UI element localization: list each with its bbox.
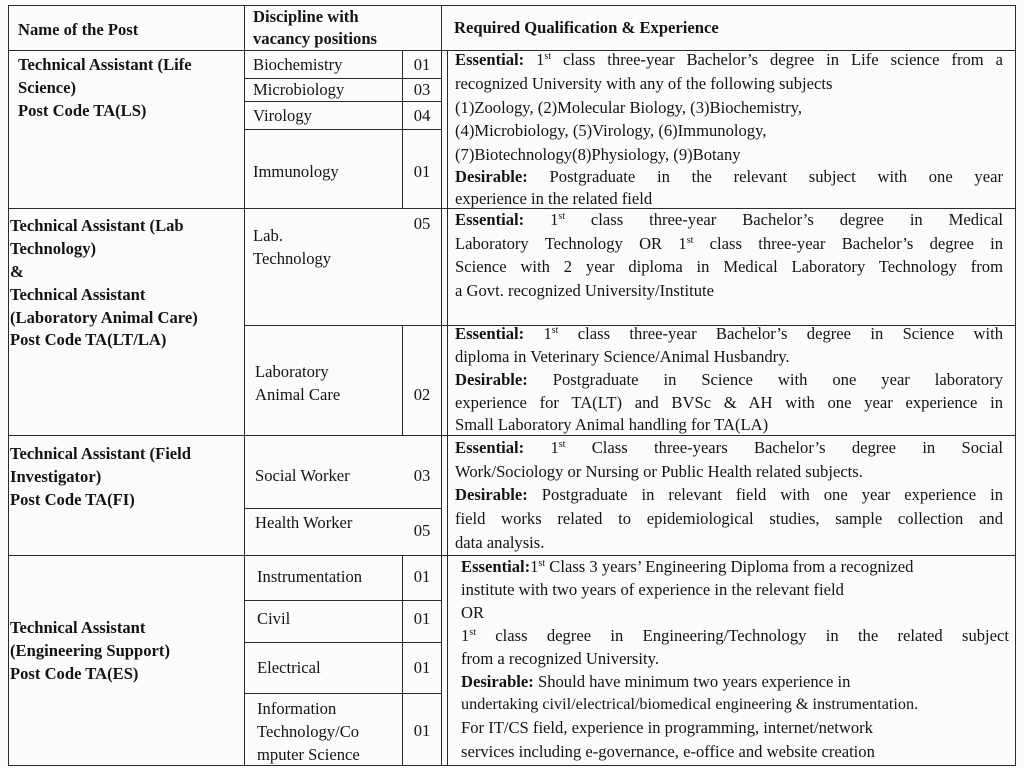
discipline-name: mputer Science	[257, 745, 360, 764]
vacancy-count: 01	[413, 567, 431, 586]
desirable-label: Desirable:	[455, 370, 528, 389]
discipline-name: Biochemistry	[253, 55, 343, 74]
discipline-name: Instrumentation	[257, 567, 363, 586]
discipline-name: Technology	[253, 249, 332, 268]
row-divider	[244, 129, 442, 130]
qualification-text: recognized University with any of the following subjects (1)Zoology, (2)Molecular Biology, (3)Biochemistry, (4)Microbiology, (5)Virology, (6)Immunology, (7)Biotechnology(8)Physiology, (9)Botany	[455, 74, 833, 164]
qualification-text: data analysis.	[455, 533, 545, 552]
col-divider-qualification	[447, 50, 448, 765]
row-divider	[244, 508, 442, 509]
qualification-text: experience for TA(LT) and BVSc & AH with one year experience in	[455, 393, 1003, 412]
post-name: Investigator)	[10, 467, 102, 486]
qualification-text: Work/Sociology or Nursing or Public Health related subjects.	[455, 462, 863, 481]
header-discipline: vacancy positions	[253, 29, 378, 48]
essential-label: Essential:	[455, 438, 525, 457]
qualification-text: Desirable: Postgraduate in Science with one year laboratory	[455, 370, 1003, 389]
qualification-text: undertaking civil/electrical/biomedical engineering & instrumentation.	[461, 695, 919, 713]
post-code: Post Code TA(LS)	[18, 101, 147, 120]
vacancy-count: 03	[413, 80, 431, 99]
discipline-name: Microbiology	[253, 80, 345, 99]
post-name: Technical Assistant	[10, 285, 146, 304]
col-divider-post	[244, 5, 245, 765]
post-code: Post Code TA(LT/LA)	[10, 330, 167, 349]
post-name: &	[10, 262, 24, 281]
post-name: Technical Assistant	[10, 618, 146, 637]
discipline-name: Technology/Co	[257, 722, 360, 741]
post-name: Technical Assistant (Life	[18, 55, 192, 74]
vacancy-count: 03	[413, 466, 431, 485]
vacancy-count: 01	[413, 658, 431, 677]
discipline-name: Health Worker	[255, 513, 353, 532]
discipline-name: Information	[257, 699, 337, 718]
table-border-left	[8, 5, 9, 765]
table-border-right	[1015, 5, 1016, 765]
post-name: (Laboratory Animal Care)	[10, 308, 198, 327]
qualification-text: Desirable: Postgraduate in relevant field with one year experience in	[455, 485, 1003, 504]
table-border-bottom	[8, 765, 1016, 766]
post-code: Post Code TA(FI)	[10, 490, 135, 509]
discipline-name: Virology	[253, 106, 312, 125]
vacancy-count: 01	[413, 162, 431, 181]
qualification-text: Essential: 1st class three-year Bachelor’s degree in Medical	[455, 210, 1003, 229]
desirable-label: Desirable:	[461, 672, 534, 691]
qualification-text: For IT/CS field, experience in programming, internet/network services including e-governance, e-office and website creation	[461, 718, 875, 761]
discipline-name: Civil	[257, 609, 291, 628]
table-border-top	[8, 5, 1016, 6]
qualification-text: Essential: 1st class three-year Bachelor’s degree in Science with	[455, 324, 1003, 343]
vacancy-count: 01	[413, 609, 431, 628]
qualification-text: Small Laboratory Animal handling for TA(LA)	[455, 415, 769, 434]
discipline-name: Immunology	[253, 162, 339, 181]
header-post: Name of the Post	[18, 20, 139, 39]
qualification-text: Science with 2 year diploma in Medical Laboratory Technology from	[455, 257, 1003, 276]
post-name: Technical Assistant (Lab	[10, 216, 184, 235]
vacancy-count: 05	[413, 521, 431, 540]
qualification-text: field works related to epidemiological studies, sample collection and	[455, 509, 1003, 528]
col-divider-qualification	[441, 5, 442, 765]
desirable-label: Desirable:	[455, 485, 528, 504]
qualification-text: 1st class degree in Engineering/Technology in the related subject	[461, 626, 1009, 645]
qualification-text: Essential:1st Class 3 years’ Engineering Diploma from a recognized	[461, 557, 914, 576]
qualification-text: Desirable: Should have minimum two years experience in	[461, 672, 851, 691]
discipline-name: Electrical	[257, 658, 321, 677]
qualification-text: a Govt. recognized University/Institute	[455, 281, 714, 300]
qualification-text: Desirable: Postgraduate in the relevant subject with one year	[455, 167, 1003, 186]
qualification-text: OR	[461, 603, 485, 622]
header-qualification: Required Qualification & Experience	[454, 18, 719, 37]
header-discipline: Discipline with	[253, 7, 359, 26]
col-divider-count	[402, 325, 403, 435]
discipline-name: Lab.	[253, 226, 283, 245]
essential-label: Essential:	[455, 210, 525, 229]
qualification-text: Laboratory Technology OR 1st class three-year Bachelor’s degree in	[455, 234, 1003, 253]
post-name: Technology)	[10, 239, 97, 258]
desirable-label: Desirable:	[455, 167, 528, 186]
post-name: (Engineering Support)	[10, 641, 170, 660]
vacancy-count: 01	[413, 55, 431, 74]
discipline-name: Social Worker	[255, 466, 350, 485]
col-divider-count	[402, 555, 403, 765]
essential-label: Essential:	[455, 324, 525, 343]
qualification-text: from a recognized University.	[461, 649, 659, 668]
vacancy-count: 01	[413, 721, 431, 740]
qualification-text: experience in the related field	[455, 189, 653, 208]
essential-label: Essential:	[455, 50, 525, 69]
qualification-text: institute with two years of experience in the relevant field	[461, 580, 844, 599]
discipline-name: Animal Care	[255, 385, 341, 404]
row-divider	[244, 642, 442, 643]
post-name: Technical Assistant (Field	[10, 444, 192, 463]
row-divider	[244, 600, 442, 601]
qualification-text: diploma in Veterinary Science/Animal Husbandry.	[455, 347, 790, 366]
row-divider	[244, 693, 442, 694]
essential-label: Essential:	[461, 557, 531, 576]
post-code: Post Code TA(ES)	[10, 664, 139, 683]
qualification-text: Essential: 1st Class three-years Bachelor’s degree in Social	[455, 438, 1003, 457]
vacancy-count: 02	[413, 385, 431, 404]
qualification-text: Essential: 1st class three-year Bachelor’s degree in Life science from a	[455, 50, 1003, 69]
vacancy-count: 04	[413, 106, 431, 125]
post-name: Science)	[18, 78, 77, 97]
vacancy-count: 05	[413, 214, 431, 233]
discipline-name: Laboratory	[255, 362, 329, 381]
